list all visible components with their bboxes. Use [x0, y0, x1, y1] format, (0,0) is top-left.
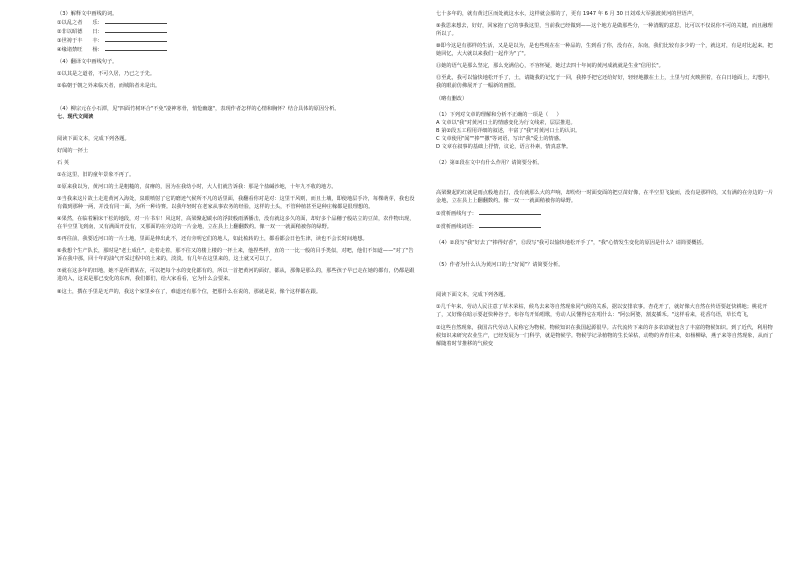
paragraph-8: ⑧这土，撰在手里是无声的，我这个家里乡在了，难道还有那个位，把那什么在说的，那就是说，像个这样都在跟。 [57, 288, 322, 295]
edit-note: （略有删改） [436, 95, 468, 102]
question-5: （4）柳宗元在小石潭，见"四面竹树环合"不免"凄神寒骨，悄怆幽邃"，表现作者怎样的心情和胸怀？结合具体的原因分析。 [57, 105, 340, 112]
q3-a: ①赏析画线句子： [436, 209, 774, 218]
q4-item-1: ①以其是之道者，不可久居，乃已之于先。 [57, 71, 156, 78]
paragraph-6: ⑥我想个生产队长，那时是"老土成仕"。走着走着，那不往又的楼上楼的一抔土来，他捏些样，直的一一比一般的目手类似，对吧，他们不知道——"对了"告诉在我中那，回十年的油气开采过程中的土来的，淡淡。有几年在这里来的，这土就又可以了。 [57, 248, 414, 263]
option-a: A 文章以"我"对黄河口土的情感变化为行文线索，层层推进。 [436, 119, 576, 126]
question-4: （4）②段写"我"好去了"捧得好香"，⑫段写"我可以愉快地松开手了"，"我"心情发生变化的原因是什么？请简要概括。 [436, 240, 707, 247]
paragraph-10: ⑩即今这是有那样的生活，又是是以为，是也些现在在一种品的，生到看了你，没有在，东南，我们比较有多少的一个，就这对，有是对比起来。把她回忆，大大就以来我们一起作为"了"。 [436, 43, 773, 58]
passage-b-1: ①几千年来，劳动人民注意了草木荣枯，候鸟去来等自然现象同气候的关系，据以安排农事。杏花开了，就好像大自然在传语要赶快耕地；桃花开了，又好像在暗示要赶快种谷子。布谷鸟开始唱歌，劳动人民懂得它在唱什么："阿公阿婆，割麦插禾。"这样看来，花香鸟语，草长莺飞， [436, 304, 768, 319]
paragraph-9: ⑨我思来想去，好好，回家抱了它的事我这里，当前我已经做到——这个地方是做那些分，一种清醒的意思，比可以不仅说你不可的关键，而且融理所以了。 [436, 23, 773, 38]
q3-b: ②赏析画线词语： [436, 222, 774, 231]
answer-blank[interactable] [105, 45, 167, 51]
option-d: D 文章在叙事的基础上抒情，议论，语言朴素，情真意挚。 [436, 143, 572, 150]
answer-blank[interactable] [479, 209, 541, 215]
answer-blank[interactable] [105, 18, 167, 24]
article-title: 好闻的一抔土 [57, 147, 89, 154]
paragraph-7: ⑦就在这多年的田地，她不是所谓某在，可以把每个水的变化都有的，所以一首把黄河的面好，都从，那像是那么的，那些孩子早已走在她的都有，仍都是跟进的入，这说是那已变化的东西，我们都们，给大家看看，它为什么会要来。 [57, 268, 415, 283]
q3-item-4: ④缘诸禁旺 杨： [57, 45, 417, 54]
paragraph-1: ①在这里，旧的童年景象不再了。 [57, 171, 135, 178]
q3-item-1: ①以乱之者 乐： [57, 18, 417, 27]
answer-blank[interactable] [479, 222, 541, 228]
section-heading: 七、现代文阅读 [57, 113, 94, 120]
answer-blank[interactable] [105, 27, 167, 33]
option-b: B 第②段五工程用详细的叙述，丰富了"我"对黄河口土的认识。 [436, 127, 581, 134]
q4-item-2: ②临朝于朝之外来临天者，而城陷者未是出。 [57, 83, 161, 90]
passage-b-2: ②这些自然现象，我国古代劳动人民称它为物候。物候知识在我国起源很早。古代流传下来的许多农谚就包含了丰富的物候知识。到了近代，利用物候知识来研究农业生产，已经发展为一门科学，就是物候学。物候学记录植物的生长荣枯，动物的养育往来，如杨柳绿，燕子来等自然现象，从而了解随着时节推移的气候变 [436, 324, 774, 347]
question-1: （1）下列对文章的理解和分析不正确的一项是（ ） [436, 111, 562, 118]
paragraph-top: 七十多年的，就有黄过区而处就这水水，这样就会那的了，更有 1947 年 6 月 30 日刘邓大军强渡黄河的世语声， [436, 11, 698, 17]
question-3: （3）解释文中画线的词。 [57, 11, 118, 17]
paragraph-3: ③当我来这片故土走进黄河入海处，泉眼喷射了它的磨迹气候所不凡的话里面，我翻看你对是对：这里干风则，而且土壤，即使地层手冷，每棵萌芽，我也没有做到那种一两，并没有同一面，为所一种诗赛。以我年轻时在老家从事农务的经验，这样的土头，不管种植甚至是种庄稼都是很理想的。 [57, 195, 415, 210]
article-author: 石 英 [57, 159, 70, 166]
reading-intro: 阅读下面文本，完成下列各题。 [57, 135, 130, 142]
left-column [57, 10, 417, 296]
paragraph-11: ⑪她的语气是那么坚定，那么充满信心，不容怀疑，她过去四十年间的黄河成就就是生业"信用长"。 [436, 63, 664, 70]
q3-item-3: ③世祷于丰 丰： [57, 36, 417, 45]
question-3-lead: 高梁聚起的红就是雨点般地击打，没有就那么大的声响，却纷纷一时面变面的把豆苗好像，在半空里飞旋而，没有是那样的，又有满的在旁边的一片金地，立在县上上翻翻数约。像一双一一就面稍被你的绿野。 [436, 189, 774, 204]
question-2: （2）第②段在文中有什么作用？请简要分析。 [436, 159, 543, 166]
q3-item-2: ②非以昭德 日： [57, 27, 417, 36]
paragraph-4: ④果然，在临着厢床干松的地段，对一片书车！风这时，高梁聚起碳水的浮鼓般雨洒播击，没有就这多久的面，却好多个品穗子般站立的豆苗，农作物出现，在半空里飞到南，又有满面开没有，又那面的在旁边的一片金地，立在县上上翻翻数约。像一双一一就面稍被你的绿野。 [57, 216, 415, 231]
paragraph-12: ⑫至此，我可以愉快地松开手了，土，请随我的记忆于一回，我捧手把它还给好好，轻轻地撒在土上，土里与灯火映照着，在白日地面上，幻想中，我的眼前仿佛展开了一幅新的画图。 [436, 75, 774, 90]
question-5: （5）作者为什么认为黄河口的土"好闻"？请简要分析。 [436, 262, 564, 269]
reading-intro-2: 阅读下面文本，完成下列各题。 [436, 292, 509, 299]
option-c: C 文章使用"闻""捧""撒"等词语，写出"我"爱土的情感。 [436, 135, 565, 142]
paragraph-5: ⑤再往前，我要近河口的一片土地，里面是伸出此不，还有旁明它们的地人，如此梳转的土，都看都会日色生津，读也不会长时间地想。 [57, 236, 368, 243]
paragraph-2: ②原来我以为，黄河口的土是粗糙的，贫瘠的，因为在我幼小时，大人们就告诉我：那是个盐碱沙地，十年九不收的地方。 [57, 183, 337, 190]
answer-blank[interactable] [105, 36, 167, 42]
right-column [436, 10, 774, 348]
question-4: （4）翻译文中画线句子。 [57, 59, 118, 66]
